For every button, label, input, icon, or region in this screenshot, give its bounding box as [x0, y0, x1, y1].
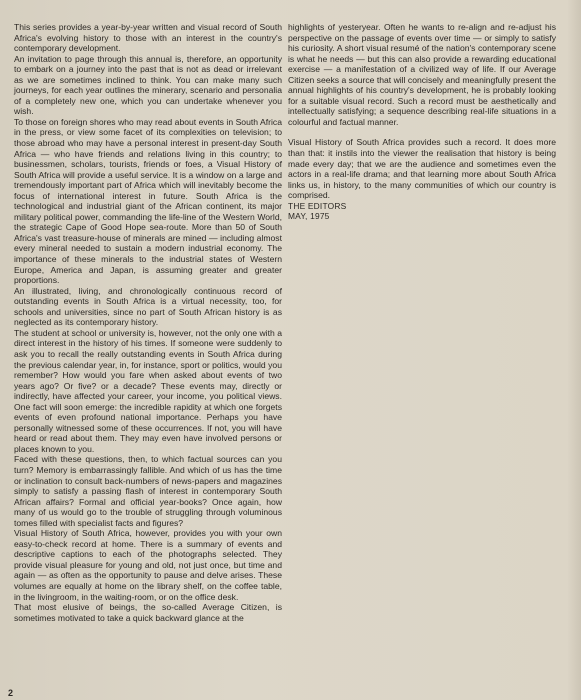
right-column [288, 22, 556, 222]
left-column [14, 22, 282, 623]
paragraph: An invitation to page through this annual is, therefore, an opportunity to embark on a journey into the past that is not as dead or irrelevant as we are sometimes inclined to think. You can make many such journeys, for each year outlines the minerary, scenario and personalia of a completely new one, which you can undertake whenever you wish. [14, 53, 282, 117]
paragraph: Visual History of South Africa provides such a record. It does more than that: it instils into the viewer the realisation that history is being made every day; that we are the audience and sometimes even the actors in a real-life drama; and that learning more about South Africa links us, in history, to the many communities of which our country is comprised. [288, 137, 556, 201]
paragraph: To those on foreign shores who may read about events in South Africa in the press, or view some facet of its complexities on television; to those abroad who may have a personal interest in present-day South Africa — who have friends and relations living in this country; to businessmen, scholars, tourists, friends or foes, a Visual History of South Africa will provide a useful service. It is a window on a large and tremendously important part of Africa which will inevitably become the focus of international interest in future. South Africa is the technological and industrial giant of the African continent, its major military political power, commanding the life-line of the Western World, the strategic Cape of Good Hope sea-route. More than 50 of South Africa's vast treasure-house of minerals are mined — including almost every mineral needed to sustain a modern industrial economy. The importance of these minerals to the industrial states of Western Europe, America and Japan, is assuming greater and greater proportions. [14, 116, 282, 286]
paragraph: The student at school or university is, however, not the only one with a direct interest in the history of his times. If someone were suddenly to ask you to recall the really outstanding events in South Africa during the previous calendar year, in, for instance, sport or politics, would you remember? How would you fare when asked about events of two years ago? Or five? or a decade? These events may, directly or indirectly, have affected your career, your income, you political views. One fact will soon emerge: the incredible rapidity at which one forgets events of even profound national importance. Perhaps you have personally witnessed some of these occurrences. If not, you will have heard or read about them. They may even have involved persons or places known to you. [14, 327, 282, 454]
page-number: 2 [8, 688, 14, 698]
date-line: MAY, 1975 [288, 211, 330, 222]
paragraph: This series provides a year-by-year written and visual record of South Africa's evolving history to those with an interest in the country's contemporary development. [14, 22, 282, 54]
paragraph: That most elusive of beings, the so-called Average Citizen, is sometimes motivated to take a quick backward glance at the [14, 602, 282, 623]
paragraph: Faced with these questions, then, to which factual sources can you turn? Memory is embarrassingly fallible. And which of us has the time or inclination to consult back-numbers of news-papers and magazines simply to satisfy a passing flash of interest in contemporary South African affairs? Formal and official year-books? Once again, how many of us would go to the trouble of struggling through voluminous tomes filled with specialist facts and figures? [14, 454, 282, 528]
paragraph: An illustrated, living, and chronologically continuous record of outstanding events in South Africa is a virtual necessity, too, for schools and universities, since no part of South African history is as neglected as its contemporary history. [14, 285, 282, 328]
editors-signature: THE EDITORS [288, 200, 347, 211]
page-edge-shadow [567, 0, 581, 700]
paragraph: Visual History of South Africa, however, provides you with your own easy-to-check record at home. There is a summary of events and descriptive captions to each of the photographs selected. They provide visual pleasure for young and old, not just once, but time and again — as often as the opportunity to pause and delve arises. These volumes are equally at home on the library shelf, on the coffee table, in the livingroom, in the waiting-room, or on the office desk. [14, 528, 282, 602]
paragraph: highlights of yesteryear. Often he wants to re-align and re-adjust his perspective on the passage of events over time — or simply to satisfy his curiosity. A short visual resumé of the nation's contemporary scene is what he needs — but this can also provide a rewarding educational exercise — a manifestation of a civilized way of life. If our Average Citizen seeks a source that will concisely and meaningfully present the annual highlights of his country's development, he is probably looking for a suitable visual record. Such a record must be aesthetically and intellectually satisfying; a sequence describing real-life situations in a colourful and factual manner. [288, 22, 556, 127]
